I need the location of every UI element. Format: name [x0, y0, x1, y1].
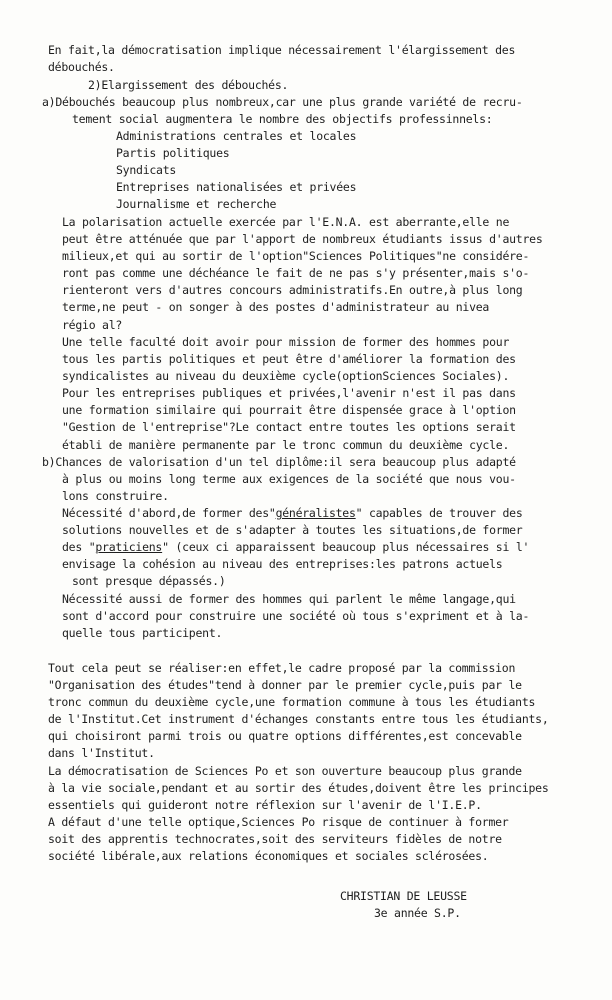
text-line: sont d'accord pour construire une société où tous s'expriment et à la- — [62, 609, 530, 624]
text-line: débouchés. — [48, 60, 115, 75]
list-item: Entreprises nationalisées et privées — [116, 180, 357, 195]
conclusion-paragraph-1 — [0, 660, 608, 763]
text-line: "Gestion de l'entreprise"?Le contact entre toutes les options serait — [62, 420, 516, 435]
text-line: ront pas comme une déchéance le fait de ne pas s'y présenter,mais s'o- — [62, 266, 530, 281]
text-line: quelle tous participent. — [62, 626, 223, 641]
text-line: régio al? — [62, 317, 123, 332]
conclusion-paragraph-2 — [0, 763, 608, 814]
intro-paragraph — [0, 42, 608, 76]
point-b-paragraph-1 — [0, 505, 608, 590]
text-line: a)Débouchés beaucoup plus nombreux,car une plus grande variété de recru- — [42, 95, 523, 109]
text-line: soit des apprentis technocrates,soit des serviteurs fidèles de notre — [48, 832, 502, 847]
author-year: 3e année S.P. — [374, 906, 461, 921]
text-line: b)Chances de valorisation d'un tel diplôme:il sera beaucoup plus adapté — [42, 455, 516, 469]
text-line: terme,ne peut - on songer à des postes d'administrateur au nivea — [62, 300, 490, 315]
text-line: envisage la cohésion au niveau des entreprises:les patrons actuels — [62, 557, 503, 572]
debouches-list — [0, 128, 608, 213]
text-line: rienteront vers d'autres concours administratifs.En outre,à plus long — [62, 283, 523, 298]
text-line: Une telle faculté doit avoir pour mission de former des hommes pour — [62, 335, 510, 349]
conclusion-paragraph-3 — [0, 814, 608, 865]
text-line: sont presque dépassés.) — [72, 574, 226, 589]
point-a — [0, 94, 608, 128]
text-line: à plus ou moins long terme aux exigences de la société que nous vou- — [62, 472, 516, 487]
text-line: à la vie sociale,pendant et au sortir des études,doivent être les principes — [48, 781, 549, 796]
text-line: une formation similaire qui pourrait être dispensée grace à l'option — [62, 403, 516, 418]
text-line: Nécessité aussi de former des hommes qui parlent le même langage,qui — [62, 592, 516, 606]
point-a-paragraph-2 — [0, 334, 608, 454]
author-name: CHRISTIAN DE LEUSSE — [340, 889, 467, 903]
text-line: dans l'Institut. — [48, 746, 155, 761]
text-line: tronc commun du deuxième cycle,une formation commune à tous les étudiants — [48, 695, 536, 710]
text-line: tement social augmentera le nombre des objectifs professinnels: — [72, 112, 493, 127]
text-line: essentiels qui guideront notre réflexion sur l'avenir de l'I.E.P. — [48, 798, 482, 813]
text-line: En fait,la démocratisation implique nécessairement l'élargissement des — [48, 43, 516, 57]
point-b — [0, 454, 608, 505]
text-line: peut être atténuée que par l'apport de nombreux étudiants issus d'autres — [62, 232, 543, 247]
text-line: tous les partis politiques et peut être d'améliorer la formation des — [62, 352, 516, 367]
list-item: Administrations centrales et locales — [116, 129, 357, 143]
section-title: 2)Elargissement des débouchés. — [88, 78, 289, 92]
text-line: "Organisation des études"tend à donner par le premier cycle,puis par le — [48, 678, 522, 693]
text-fragment: Nécessité d'abord,de former des" — [62, 506, 276, 520]
text-line: syndicalistes au niveau du deuxième cycle(optionSciences Sociales). — [62, 369, 510, 384]
text-line: de l'Institut.Cet instrument d'échanges constants entre tous les étudiants, — [48, 712, 549, 727]
list-item: Partis politiques — [116, 146, 230, 161]
text-line: La démocratisation de Sciences Po et son ouverture beaucoup plus grande — [48, 764, 522, 778]
point-b-paragraph-2 — [0, 591, 608, 642]
text-fragment: des " — [62, 540, 96, 555]
text-line: A défaut d'une telle optique,Sciences Po risque de continuer à former — [48, 815, 509, 829]
text-line: Tout cela peut se réaliser:en effet,le cadre proposé par la commission — [48, 661, 516, 675]
point-a-paragraph-1 — [0, 214, 608, 334]
underlined-word: praticiens — [95, 540, 163, 555]
text-line: solutions nouvelles et de s'adapter à toutes les situations,de former — [62, 523, 523, 538]
text-line: établi de manière permanente par le tronc commun du deuxième cycle. — [62, 437, 510, 452]
text-line: Pour les entreprises publiques et privées,l'avenir n'est il pas dans — [62, 386, 516, 401]
signature-block — [340, 888, 467, 922]
text-line: qui choisiront parmi trois ou quatre options différentes,est concevable — [48, 729, 522, 744]
text-line — [0, 539, 608, 556]
text-line: La polarisation actuelle exercée par l'E.N.A. est aberrante,elle ne — [62, 215, 510, 229]
text-line — [0, 505, 608, 522]
text-line: société libérale,aux relations économiques et sociales sclérosées. — [48, 849, 489, 864]
text-fragment: " capables de trouver des — [355, 506, 523, 520]
list-item: Syndicats — [116, 163, 177, 178]
underlined-word: généralistes — [275, 506, 356, 520]
text-line: lons construire. — [62, 489, 169, 504]
section-heading — [0, 77, 608, 94]
list-item: Journalisme et recherche — [116, 197, 277, 212]
text-line: milieux,et qui au sortir de l'option"Sciences Politiques"ne considére- — [62, 249, 530, 264]
text-fragment: " (ceux ci apparaissent beaucoup plus nécessaires si l' — [162, 540, 530, 555]
